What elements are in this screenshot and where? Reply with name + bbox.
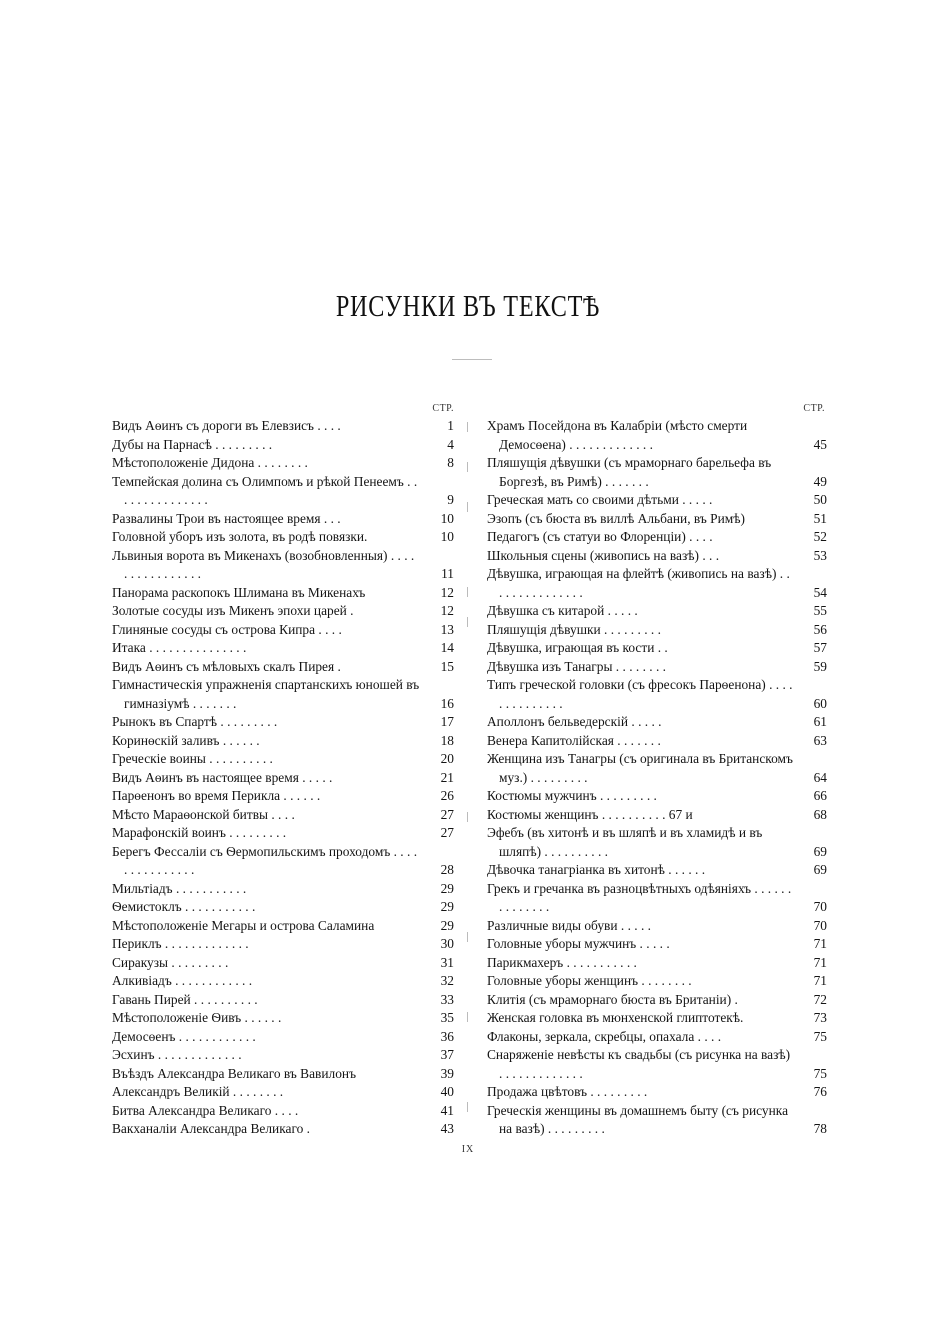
toc-entry-title: Головные уборы мужчинъ . . . . . (487, 936, 670, 951)
toc-entry-page: 13 (440, 621, 454, 637)
toc-entry-title: Греческіе воины . . . . . . . . . . (112, 751, 273, 766)
toc-entry (112, 584, 454, 603)
toc-entry-title: Парѳенонъ во время Перикла . . . . . . (112, 788, 321, 803)
toc-entry (112, 1065, 454, 1084)
toc-entry (487, 639, 827, 658)
toc-entry-title: Золотые сосуды изъ Микенъ эпохи царей . (112, 603, 354, 618)
toc-entry-page: 16 (440, 695, 454, 711)
left-column (112, 403, 454, 1139)
toc-entry (112, 1120, 454, 1139)
toc-entry-title: Развалины Трои въ настоящее время . . . (112, 510, 341, 526)
toc-entry-title: Аполлонъ бельведерскій . . . . . (487, 714, 662, 729)
toc-entry-title: Гавань Пирей . . . . . . . . . . (112, 991, 258, 1007)
toc-entry (112, 528, 454, 547)
toc-entry-title: Берегъ Фессаліи съ Ѳермопильскимъ проходомъ . . . . . . . . . . . . . . . (112, 843, 418, 877)
toc-entry (487, 528, 827, 547)
toc-entry-title: Дѣвушка, играющая на флейтѣ (живопись на вазѣ) . . . . . . . . . . . . . . . (487, 566, 790, 600)
toc-entry-title: Мѣсто Мараѳонской битвы . . . . (112, 806, 295, 822)
toc-entry-title: Эфебъ (въ хитонѣ и въ шляпѣ и въ хламидѣ и въ шляпѣ) . . . . . . . . . . (487, 825, 763, 859)
toc-entry (112, 898, 454, 917)
toc-entry-page: 71 (813, 954, 827, 970)
toc-entry-page: 52 (813, 529, 827, 544)
toc-entry-page: 10 (440, 510, 454, 526)
toc-entry-page: 63 (813, 732, 827, 748)
toc-entry-title: Периклъ . . . . . . . . . . . . . (112, 936, 249, 951)
toc-entry (487, 861, 827, 880)
toc-entry (487, 621, 827, 640)
toc-entry (487, 658, 827, 677)
toc-entry-title: Женщина изъ Танагры (съ оригинала въ Британскомъ муз.) . . . . . . . . . (487, 751, 793, 785)
toc-entry (487, 824, 827, 861)
toc-entry-title: Гимнастическія упражненія спартанскихъ юношей въ гимназіумѣ . . . . . . . (112, 677, 420, 711)
toc-entry-title: Марафонскій воинъ . . . . . . . . . (112, 825, 287, 840)
toc-entry (112, 1028, 454, 1047)
toc-entry (487, 602, 827, 621)
toc-entry-page: 21 (440, 769, 454, 785)
toc-entry-page: 56 (813, 621, 827, 637)
toc-entry-page: 37 (440, 1047, 454, 1062)
toc-entry-title: Парикмахеръ . . . . . . . . . . . (487, 954, 637, 970)
toc-entry (112, 824, 454, 843)
toc-entry-page: 11 (441, 566, 454, 581)
toc-entry (112, 602, 454, 621)
toc-entry (112, 769, 454, 788)
toc-entry-page: 43 (440, 1121, 454, 1136)
toc-entry (112, 454, 454, 473)
toc-entry-title: Рынокъ въ Спартѣ . . . . . . . . . (112, 714, 278, 729)
toc-entry-title: Алкивіадъ . . . . . . . . . . . . (112, 973, 253, 988)
toc-entry-page: 78 (813, 1121, 827, 1136)
toc-entry-page: 12 (440, 584, 454, 600)
toc-entry (112, 806, 454, 825)
toc-entry-page: 40 (440, 1084, 454, 1099)
toc-entry-title: Дубы на Парнасѣ . . . . . . . . . (112, 436, 273, 452)
toc-entry-title: Женская головка въ мюнхенской глиптотекѣ. (487, 1010, 744, 1025)
toc-entry-title: Греческія женщины въ домашнемъ быту (съ рисунка на вазѣ) . . . . . . . . . (487, 1102, 789, 1136)
toc-entry-page: 64 (813, 769, 827, 785)
toc-entry-title: Глиняные сосуды съ острова Кипра . . . . (112, 621, 342, 637)
toc-entry (112, 732, 454, 751)
toc-entry-title: Темпейская долина съ Олимпомъ и рѣкой Пенеемъ . . . . . . . . . . . . . . . (112, 473, 418, 507)
toc-entry-page: 59 (813, 658, 827, 674)
toc-entry-title: Пляшущія дѣвушки . . . . . . . . . (487, 621, 661, 637)
toc-entry-page: 4 (447, 436, 454, 452)
toc-entry-page: 75 (813, 1065, 827, 1081)
toc-entry-page: 33 (440, 991, 454, 1007)
toc-entry-page: 54 (813, 584, 827, 600)
toc-entry (487, 806, 827, 825)
toc-entry-title: Вакханаліи Александра Великаго . (112, 1121, 310, 1136)
left-page-label: СТР. (432, 403, 454, 414)
toc-entry-page: 27 (440, 825, 454, 840)
toc-entry (487, 454, 827, 491)
toc-entry (112, 1046, 454, 1065)
toc-entry-page: 51 (813, 510, 827, 526)
toc-entry-title: Головные уборы женщинъ . . . . . . . . (487, 973, 692, 988)
toc-entry-page: 66 (813, 788, 827, 803)
toc-entry-title: Венера Капитолійская . . . . . . . (487, 732, 661, 748)
toc-entry (487, 880, 827, 917)
toc-entry (487, 917, 827, 936)
toc-entry-title: Дѣвушка изъ Танагры . . . . . . . . (487, 658, 667, 674)
toc-entry (487, 1083, 827, 1102)
toc-entry (487, 1046, 827, 1083)
toc-entry (487, 787, 827, 806)
toc-entry-page: 9 (447, 492, 454, 507)
toc-entry-page: 73 (813, 1010, 827, 1025)
toc-entry (112, 547, 454, 584)
toc-entry-page: 69 (813, 862, 827, 877)
toc-entry (487, 417, 827, 454)
toc-entry (112, 1009, 454, 1028)
toc-entry (487, 732, 827, 751)
toc-entry-page: 76 (813, 1084, 827, 1099)
toc-entry-title: Итака . . . . . . . . . . . . . . . (112, 640, 247, 655)
toc-entry-title: Пляшущія дѣвушки (съ мраморнаго барельефа въ Боргезѣ, въ Римѣ) . . . . . . . (487, 455, 772, 489)
toc-entry (112, 621, 454, 640)
toc-entry-title: Въѣздъ Александра Великаго въ Вавилонъ (112, 1065, 357, 1081)
toc-entry-page: 60 (813, 695, 827, 711)
toc-entry-title: Дѣвушка съ китарой . . . . . (487, 603, 638, 618)
right-entry-list (487, 417, 827, 1139)
title-rule (452, 359, 492, 360)
toc-entry (112, 676, 454, 713)
toc-entry-page: 15 (440, 658, 454, 674)
toc-entry (487, 750, 827, 787)
toc-entry-page: 10 (440, 529, 454, 544)
toc-entry-title: Битва Александра Великаго . . . . (112, 1102, 299, 1118)
toc-entry-page: 72 (813, 991, 827, 1007)
toc-entry (487, 491, 827, 510)
toc-entry-page: 49 (813, 473, 827, 489)
right-page-label: СТР. (803, 403, 825, 414)
toc-entry-page: 27 (440, 806, 454, 822)
toc-entry-page: 61 (813, 714, 827, 729)
toc-entry-title: Панорама раскопокъ Шлимана въ Микенахъ (112, 584, 366, 600)
toc-entry-title: Мѣстоположеніе Дидона . . . . . . . . (112, 455, 308, 470)
toc-entry-title: Видъ Аѳинъ съ мѣловыхъ скалъ Пирея . (112, 658, 341, 674)
toc-entry (112, 750, 454, 769)
toc-entry-page: 70 (813, 917, 827, 933)
toc-entry-page: 28 (440, 862, 454, 877)
toc-entry (112, 843, 454, 880)
toc-entry-title: Видъ Аѳинъ съ дороги въ Елевзисъ . . . . (112, 418, 341, 433)
toc-entry-page: 18 (440, 732, 454, 748)
toc-entry (487, 713, 827, 732)
toc-entry (112, 417, 454, 436)
toc-entry-page: 53 (813, 547, 827, 563)
toc-entry (112, 917, 454, 936)
toc-entry-page: 32 (440, 973, 454, 988)
toc-entry-title: Грекъ и гречанка въ разноцвѣтныхъ одѣяніяхъ . . . . . . . . . . . . . . (487, 880, 792, 914)
toc-entry (487, 935, 827, 954)
toc-entry-title: Дѣвушка, играющая въ кости . . (487, 640, 668, 655)
toc-entry (487, 991, 827, 1010)
toc-entry-title: Сиракузы . . . . . . . . . (112, 954, 229, 970)
toc-entry-page: 41 (440, 1102, 454, 1118)
toc-entry (487, 1009, 827, 1028)
toc-entry-title: Клитія (съ мраморнаго бюста въ Британіи) . (487, 991, 738, 1007)
toc-entry (487, 510, 827, 529)
toc-entry (112, 473, 454, 510)
toc-entry (487, 1028, 827, 1047)
page-title: РИСУНКИ ВЪ ТЕКСТѢ (335, 288, 601, 323)
toc-entry-page: 57 (813, 640, 827, 655)
toc-entry (112, 954, 454, 973)
toc-entry-title: Мильтіадъ . . . . . . . . . . . (112, 880, 247, 896)
toc-entry-page: 36 (440, 1028, 454, 1044)
toc-entry-page: 50 (813, 492, 827, 507)
toc-entry-title: Мѣстоположеніе Ѳивъ . . . . . . (112, 1010, 282, 1025)
toc-entry-title: Эсхинъ . . . . . . . . . . . . . (112, 1047, 242, 1062)
toc-entry-page: 55 (813, 603, 827, 618)
toc-entry-title: Храмъ Посейдона въ Калабріи (мѣсто смерти Демосѳена) . . . . . . . . . . . . . (487, 418, 748, 452)
toc-entry (112, 436, 454, 455)
toc-entry-title: Александръ Великій . . . . . . . . (112, 1084, 284, 1099)
toc-entry-page: 35 (440, 1010, 454, 1025)
toc-entry-title: Костюмы женщинъ . . . . . . . . . . 67 и (487, 806, 693, 822)
toc-entry-title: Эзопъ (съ бюста въ виллѣ Альбани, въ Римѣ) (487, 510, 745, 526)
toc-entry-page: 75 (813, 1028, 827, 1044)
toc-entry-page: 14 (440, 640, 454, 655)
toc-entry-title: Ѳемистоклъ . . . . . . . . . . . (112, 899, 256, 914)
toc-entry-page: 68 (813, 806, 827, 822)
toc-entry-page: 29 (440, 899, 454, 914)
toc-entry-title: Демосѳенъ . . . . . . . . . . . . (112, 1028, 256, 1044)
toc-entry (112, 787, 454, 806)
toc-entry-page: 69 (813, 843, 827, 859)
toc-entry (487, 972, 827, 991)
toc-entry-title: Греческая мать со своими дѣтьми . . . . . (487, 492, 713, 507)
toc-entry-title: Типъ греческой головки (съ фресокъ Парѳенона) . . . . . . . . . . . . . . (487, 677, 793, 711)
toc-entry (112, 713, 454, 732)
toc-entry (112, 972, 454, 991)
toc-entry-title: Дѣвочка танагріанка въ хитонѣ . . . . . . (487, 862, 706, 877)
right-column (487, 403, 827, 1139)
toc-entry-page: 45 (813, 436, 827, 452)
toc-entry (487, 954, 827, 973)
toc-entry-page: 71 (813, 936, 827, 951)
toc-entry-page: 70 (813, 899, 827, 914)
toc-entry-title: Различные виды обуви . . . . . (487, 917, 652, 933)
toc-entry-page: 12 (440, 603, 454, 618)
toc-entry-title: Видъ Аѳинъ въ настоящее время . . . . . (112, 769, 333, 785)
page-folio: IX (461, 1144, 475, 1155)
toc-entry (112, 880, 454, 899)
toc-entry-title: Продажа цвѣтовъ . . . . . . . . . (487, 1084, 648, 1099)
toc-entry-title: Снаряженіе невѣсты къ свадьбы (съ рисунка на вазѣ) . . . . . . . . . . . . . (487, 1047, 791, 1081)
toc-entry (112, 639, 454, 658)
toc-entry-page: 8 (447, 455, 454, 470)
toc-entry-title: Головной уборъ изъ золота, въ родѣ повязки. (112, 529, 368, 544)
toc-entry-title: Мѣстоположеніе Мегары и острова Саламина (112, 917, 375, 933)
toc-entry-page: 39 (440, 1065, 454, 1081)
toc-entry-title: Флаконы, зеркала, скребцы, опахала . . . . (487, 1028, 722, 1044)
toc-entry (112, 658, 454, 677)
toc-entry-page: 1 (447, 418, 454, 433)
column-divider (467, 412, 469, 1152)
toc-entry-page: 26 (440, 788, 454, 803)
toc-entry-title: Школьныя сцены (живопись на вазѣ) . . . (487, 547, 720, 563)
toc-entry-page: 30 (440, 936, 454, 951)
toc-entry (112, 510, 454, 529)
toc-entry-page: 71 (813, 973, 827, 988)
toc-entry-page: 17 (440, 714, 454, 729)
toc-entry (487, 565, 827, 602)
toc-entry-page: 29 (440, 880, 454, 896)
toc-entry (487, 547, 827, 566)
toc-entry-title: Костюмы мужчинъ . . . . . . . . . (487, 788, 657, 803)
toc-entry-title: Львиныя ворота въ Микенахъ (возобновленныя) . . . . . . . . . . . . . . . . (112, 547, 415, 581)
left-entry-list (112, 417, 454, 1139)
toc-entry (112, 1102, 454, 1121)
toc-entry (112, 935, 454, 954)
toc-entry-page: 29 (440, 917, 454, 933)
toc-entry-title: Коринѳскій заливъ . . . . . . (112, 732, 260, 748)
toc-entry (487, 1102, 827, 1139)
toc-entry-page: 31 (440, 954, 454, 970)
toc-entry (112, 1083, 454, 1102)
toc-entry (112, 991, 454, 1010)
toc-entry-page: 20 (440, 751, 454, 766)
toc-entry (487, 676, 827, 713)
toc-entry-title: Педагогъ (съ статуи во Флоренціи) . . . . (487, 529, 713, 544)
